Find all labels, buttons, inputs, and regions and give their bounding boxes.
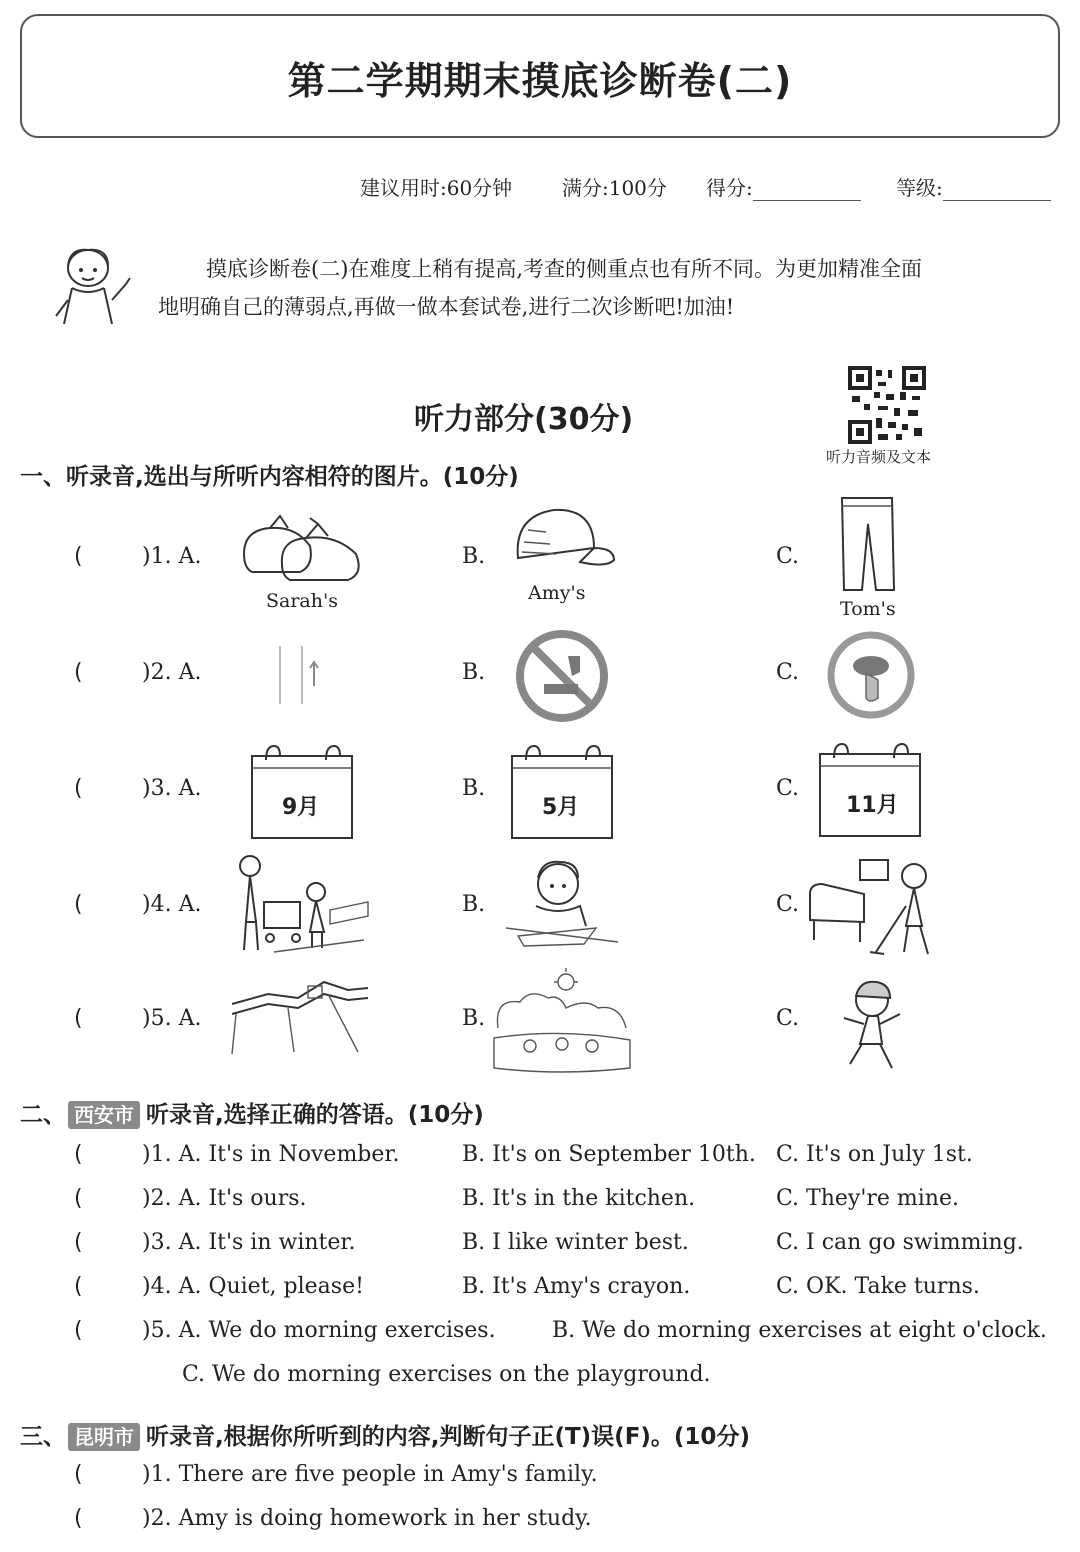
door-icon [256,642,326,708]
shopping-scene-icon [234,852,370,956]
full-score-label: 满分:100分 [562,176,667,200]
question-1-1-label: )1. A. [142,544,202,569]
cleaning-room-icon [806,856,936,962]
option-1-3-b: B. [462,776,486,801]
option-2-3-b: B. I like winter best. [462,1230,689,1255]
option-2-4-c: C. OK. Take turns. [776,1274,980,1299]
option-2-2-a: )2. A. It's ours. [142,1186,307,1211]
question-1-4-label: )4. A. [142,892,202,917]
option-2-5-b: B. We do morning exercises at eight o'clock. [552,1318,1047,1343]
answer-blank-1-5[interactable]: ( [74,1006,83,1031]
option-2-3-c: C. I can go swimming. [776,1230,1024,1255]
no-smoking-sign-icon [514,628,610,724]
calendar-c-label: 11月 [846,793,899,818]
intro-line-2: 地明确自己的薄弱点,再做一做本套试卷,进行二次诊断吧!加油! [158,295,735,319]
mascot-girl-icon [50,244,134,334]
answer-blank-2-4[interactable]: ( [74,1274,83,1299]
option-1-5-b: B. [462,1006,486,1031]
listening-section-title: 听力部分(30分) [414,402,634,437]
answer-blank-3-1[interactable]: ( [74,1462,83,1487]
grade-blank[interactable] [943,178,1051,201]
option-2-2-b: B. It's in the kitchen. [462,1186,696,1211]
answer-blank-2-3[interactable]: ( [74,1230,83,1255]
statement-3-2: )2. Amy is doing homework in her study. [142,1506,592,1531]
question-1-2-label: )2. A. [142,660,202,685]
score-blank[interactable] [753,178,861,201]
option-2-1-c: C. It's on July 1st. [776,1142,973,1167]
caption-toms: Tom's [840,598,896,620]
calendar-a-label: 9月 [282,795,320,820]
city-badge-kunming: 昆明市 [68,1423,140,1451]
option-1-1-c: C. [776,544,800,569]
calendar-b-label: 5月 [542,795,580,820]
trousers-icon [836,494,898,594]
option-1-5-c: C. [776,1006,800,1031]
answer-blank-1-4[interactable]: ( [74,892,83,917]
score-label: 得分: [706,172,861,201]
option-2-4-b: B. It's Amy's crayon. [462,1274,691,1299]
qr-caption: 听力音频及文本 [826,448,932,466]
statement-3-1: )1. There are five people in Amy's family. [142,1462,598,1487]
option-2-1-a: )1. A. It's in November. [142,1142,400,1167]
be-quiet-sign-icon [826,630,916,720]
option-2-1-b: B. It's on September 10th. [462,1142,756,1167]
answer-blank-2-2[interactable]: ( [74,1186,83,1211]
park-picnic-icon [490,968,634,1076]
grade-label: 等级: [896,172,1051,201]
option-1-2-c: C. [776,660,800,685]
option-1-3-c: C. [776,776,800,801]
section-3-title: 三、 昆明市 听录音,根据你所听到的内容,判断句子正(T)误(F)。(10分) [20,1424,750,1450]
shoes-icon [240,510,366,590]
section-1-title: 一、听录音,选出与所听内容相符的图片。(10分) [20,464,519,490]
option-2-5-c: C. We do morning exercises on the playground. [182,1362,711,1387]
intro-line-1: 摸底诊断卷(二)在难度上稍有提高,考查的侧重点也有所不同。为更加精准全面 [206,257,923,281]
answer-blank-2-1[interactable]: ( [74,1142,83,1167]
answer-blank-1-3[interactable]: ( [74,776,83,801]
option-1-4-b: B. [462,892,486,917]
section-2-title: 二、 西安市 听录音,选择正确的答语。(10分) [20,1102,484,1128]
option-2-3-a: )3. A. It's in winter. [142,1230,356,1255]
question-1-5-label: )5. A. [142,1006,202,1031]
option-1-1-b: B. [462,544,486,569]
option-1-4-c: C. [776,892,800,917]
option-2-5-a: )5. A. We do morning exercises. [142,1318,496,1343]
time-label: 建议用时:60分钟 [360,176,513,200]
answer-blank-1-2[interactable]: ( [74,660,83,685]
answer-blank-1-1[interactable]: ( [74,544,83,569]
caption-sarahs: Sarah's [266,590,338,612]
qr-code-icon[interactable] [848,366,926,444]
girl-writing-icon [502,856,620,948]
page-title: 第二学期期末摸底诊断卷(二) [287,59,793,103]
answer-blank-2-5[interactable]: ( [74,1318,83,1343]
girl-skating-icon [838,978,908,1076]
great-wall-icon [228,974,374,1056]
caption-amys: Amy's [528,582,586,604]
answer-blank-3-2[interactable]: ( [74,1506,83,1531]
option-2-2-c: C. They're mine. [776,1186,959,1211]
cap-hat-icon [510,502,620,578]
city-badge-xian: 西安市 [68,1101,140,1129]
option-1-2-b: B. [462,660,486,685]
option-2-4-a: )4. A. Quiet, please! [142,1274,364,1299]
question-1-3-label: )3. A. [142,776,202,801]
